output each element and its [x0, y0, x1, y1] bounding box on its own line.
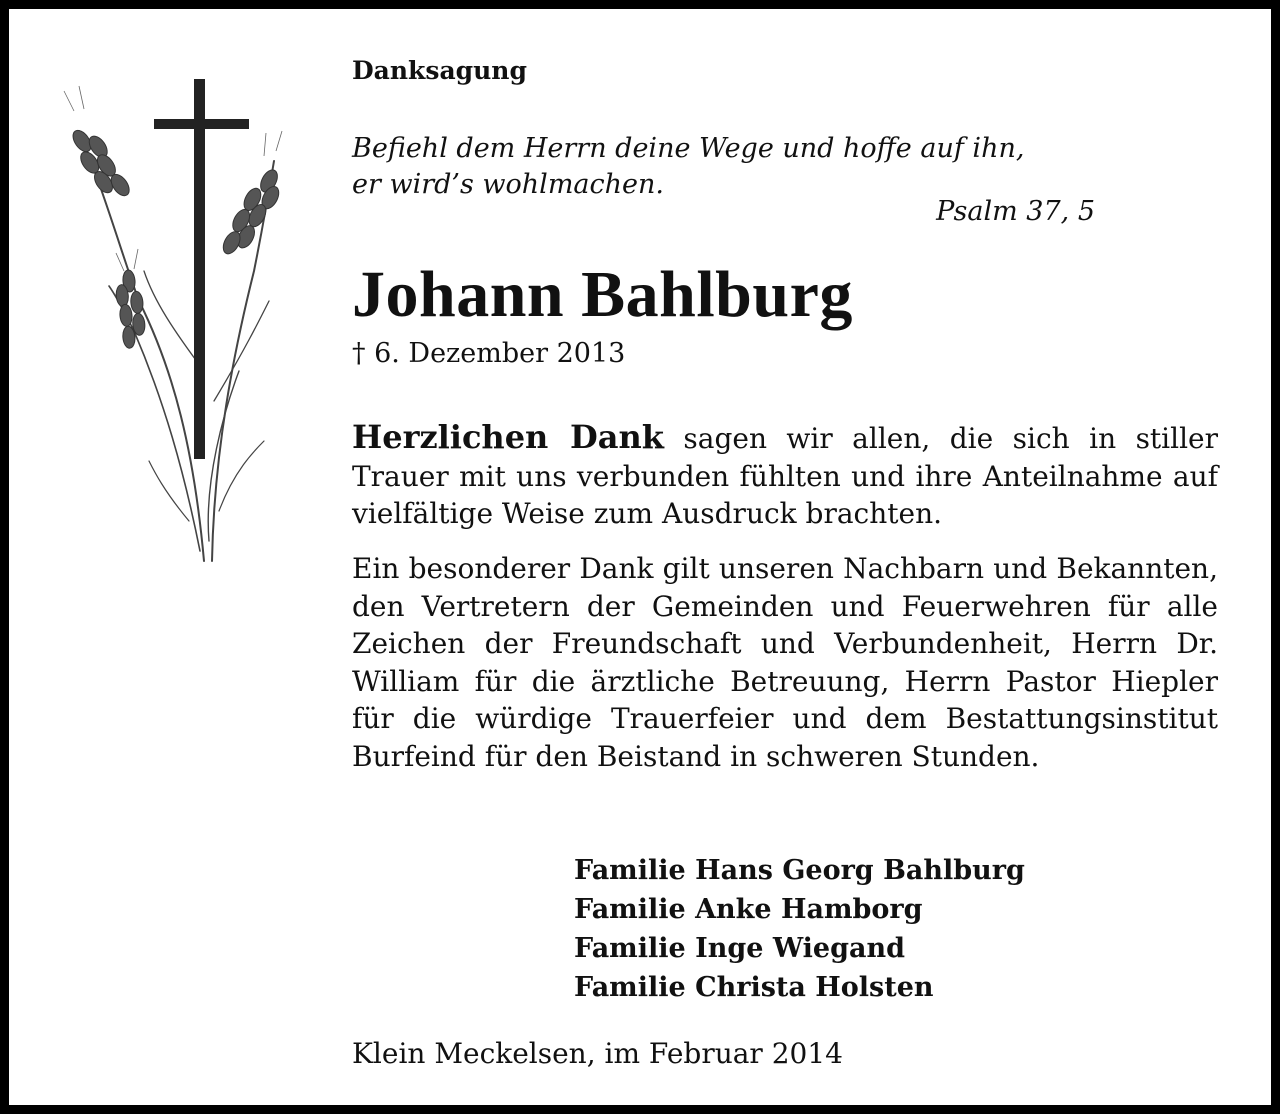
death-date: † 6. Dezember 2013 — [352, 338, 626, 369]
verse-reference: Psalm 37, 5 — [936, 196, 1095, 227]
cross-with-wheat-icon — [54, 71, 284, 571]
signers-list — [574, 851, 1025, 1007]
deceased-name: Johann Bahlburg — [352, 258, 853, 331]
signer: Familie Christa Holsten — [574, 972, 934, 1003]
thanks-lead: Herzlichen Dank — [352, 418, 664, 456]
place-and-date: Klein Meckelsen, im Februar 2014 — [352, 1037, 843, 1070]
verse-line: Befiehl dem Herrn deine Wege und hoffe auf ihn, — [352, 133, 1025, 164]
signer: Familie Inge Wiegand — [574, 933, 905, 964]
special-thanks-paragraph: Ein besonderer Dank gilt unseren Nachbarn und Bekannten, den Vertretern der Gemeinden und Feuerwehren für alle Zeichen der Freundschaft und Verbundenheit, Herrn Dr. William für die ärztliche Betreuung, Herrn Pastor Hiepler für die würdige Trauerfeier und dem Bestattungsinstitut Burfeind für den Beistand in schweren Stunden. — [352, 552, 1218, 773]
bible-verse — [352, 131, 1097, 203]
heading-danksagung: Danksagung — [352, 56, 527, 85]
signer: Familie Anke Hamborg — [574, 894, 923, 925]
verse-line: er wird’s wohlmachen. — [352, 169, 664, 200]
thanks-text: sagen wir allen, die sich in stiller Trauer mit uns verbunden fühlten und ihre Anteilnahme auf vielfältige Weise zum Ausdruck brachten. — [352, 422, 1219, 530]
signer: Familie Hans Georg Bahlburg — [574, 855, 1025, 886]
thanks-paragraph — [352, 419, 1218, 533]
